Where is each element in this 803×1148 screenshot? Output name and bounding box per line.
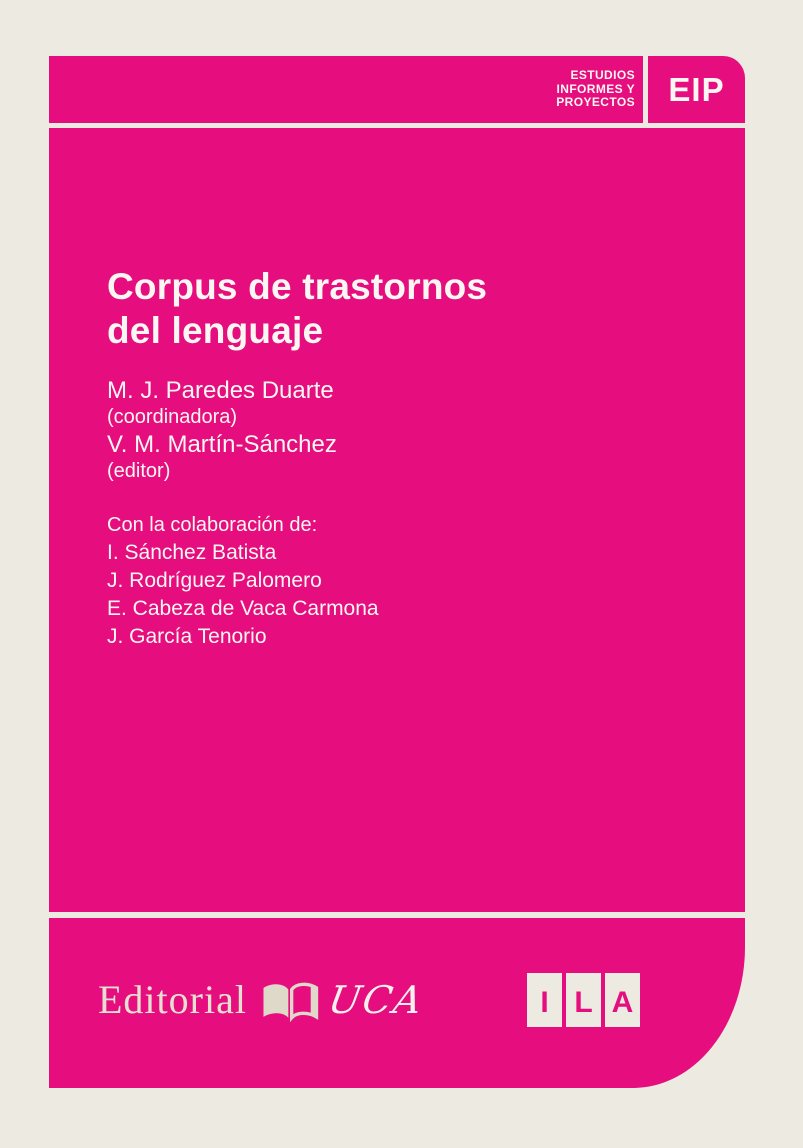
collaborators-block (107, 511, 705, 651)
ila-letter-box-l (566, 973, 601, 1027)
author-role: (editor) (107, 460, 171, 482)
collaboration-heading: Con la colaboración de: (107, 514, 318, 536)
series-header (49, 56, 745, 123)
author-name: V. M. Martín-Sánchez (107, 431, 337, 458)
ila-letter: I (540, 986, 549, 1019)
ila-letter-box-a (605, 973, 640, 1027)
collaborator: E. Cabeza de Vaca Carmona (107, 597, 379, 620)
collaborator: J. Rodríguez Palomero (107, 569, 322, 592)
series-acronym: EIP (668, 70, 725, 108)
book-cover (49, 56, 745, 1088)
book-title-line-1: Corpus de trastornos (107, 266, 488, 307)
ila-logo (527, 973, 640, 1027)
open-book-icon (261, 981, 319, 1023)
series-acronym-badge (648, 56, 745, 123)
series-name (556, 69, 635, 110)
series-line-2: INFORMES Y (556, 81, 635, 96)
series-line-1: ESTUDIOS (570, 68, 635, 83)
cover-body (49, 128, 745, 912)
author-name: M. J. Paredes Duarte (107, 377, 334, 404)
uca-wordmark: UCA (325, 977, 428, 1022)
ila-letter: L (574, 986, 593, 1019)
authors-block (107, 377, 705, 485)
series-name-band (49, 56, 643, 123)
book-title (107, 265, 705, 353)
book-title-line-2: del lenguaje (107, 310, 324, 351)
ila-letter-box-i (527, 973, 562, 1027)
editorial-uca-logo (98, 976, 428, 1023)
cover-footer (49, 918, 745, 1088)
collaborator: J. García Tenorio (107, 625, 267, 648)
author-role: (coordinadora) (107, 406, 238, 428)
editorial-wordmark: Editorial (98, 977, 247, 1022)
collaborator: I. Sánchez Batista (107, 541, 277, 564)
series-line-3: PROYECTOS (556, 95, 635, 110)
ila-letter: A (611, 986, 634, 1019)
